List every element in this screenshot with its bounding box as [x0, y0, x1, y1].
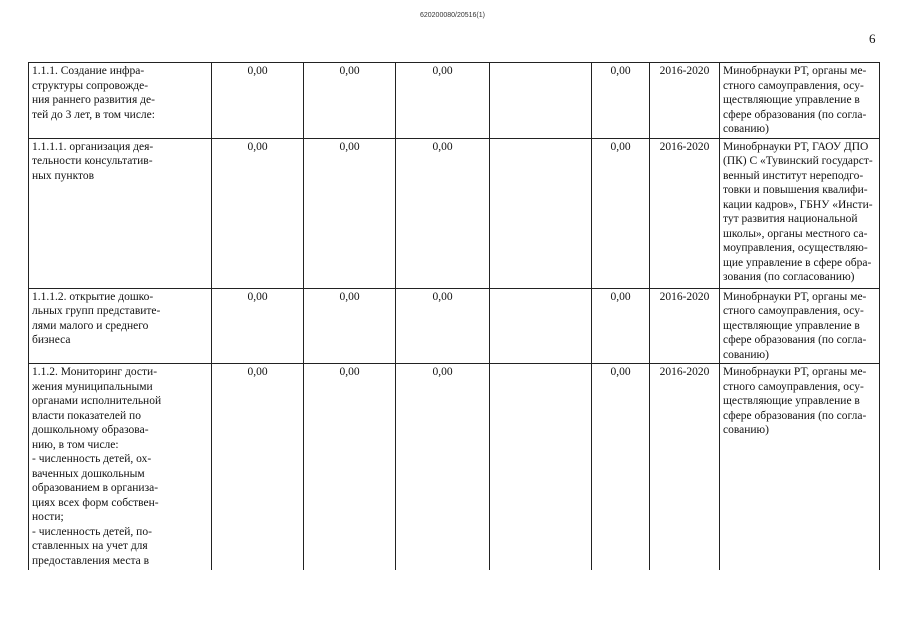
value-cell [490, 288, 592, 364]
value-cell: 0,00 [304, 63, 396, 139]
value-cell: 0,00 [212, 288, 304, 364]
executor-cell: Минобрнауки РТ, ГАОУ ДПО (ПК) С «Тувинский государст- венный институт нереподго- товки и повышения квалифи- кации кадров», ГБНУ «Инсти- тут развития национальной школы», органы местного са- моуправления, осуществляю- щие управление в сфере обра- зования (по согласованию) [720, 138, 880, 288]
table-row [29, 288, 880, 364]
document-code: 620200080/20516(1) [419, 12, 485, 19]
value-cell: 0,00 [592, 63, 650, 139]
value-cell [490, 138, 592, 288]
table-row [29, 63, 880, 139]
value-cell [490, 63, 592, 139]
value-cell: 0,00 [212, 364, 304, 570]
activity-description: 1.1.2. Мониторинг дости- жения муниципальными органами исполнительной власти показателей по дошкольному образова- нию, в том числе: - численность детей, ох- ваченных дошкольным образованием в организа- циях всех форм собствен- ности; - численность детей, по- ставленных на учет для предоставления места в [29, 364, 212, 570]
activity-description: 1.1.1. Создание инфра- структуры сопровожде- ния раннего развития де- тей до 3 лет, в том числе: [29, 63, 212, 139]
activity-description: 1.1.1.2. открытие дошко- льных групп представите- лями малого и среднего бизнеса [29, 288, 212, 364]
value-cell: 0,00 [396, 364, 490, 570]
activity-description: 1.1.1.1. организация дея- тельности консультатив- ных пунктов [29, 138, 212, 288]
value-cell: 0,00 [396, 288, 490, 364]
period-cell: 2016-2020 [650, 364, 720, 570]
table-row [29, 364, 880, 570]
period-cell: 2016-2020 [650, 63, 720, 139]
value-cell: 0,00 [304, 288, 396, 364]
period-cell: 2016-2020 [650, 288, 720, 364]
activity-table [28, 62, 880, 570]
value-cell: 0,00 [212, 138, 304, 288]
value-cell: 0,00 [304, 138, 396, 288]
period-cell: 2016-2020 [650, 138, 720, 288]
value-cell: 0,00 [212, 63, 304, 139]
executor-cell: Минобрнауки РТ, органы ме- стного самоуправления, осу- ществляющие управление в сфере образования (по согла- сованию) [720, 63, 880, 139]
value-cell: 0,00 [592, 138, 650, 288]
value-cell: 0,00 [592, 288, 650, 364]
executor-cell: Минобрнауки РТ, органы ме- стного самоуправления, осу- ществляющие управление в сфере образования (по согла- сованию) [720, 364, 880, 570]
value-cell: 0,00 [304, 364, 396, 570]
executor-cell: Минобрнауки РТ, органы ме- стного самоуправления, осу- ществляющие управление в сфере образования (по согла- сованию) [720, 288, 880, 364]
value-cell: 0,00 [396, 138, 490, 288]
value-cell [490, 364, 592, 570]
table-row [29, 138, 880, 288]
value-cell: 0,00 [592, 364, 650, 570]
page-number: 6 [869, 31, 876, 46]
value-cell: 0,00 [396, 63, 490, 139]
